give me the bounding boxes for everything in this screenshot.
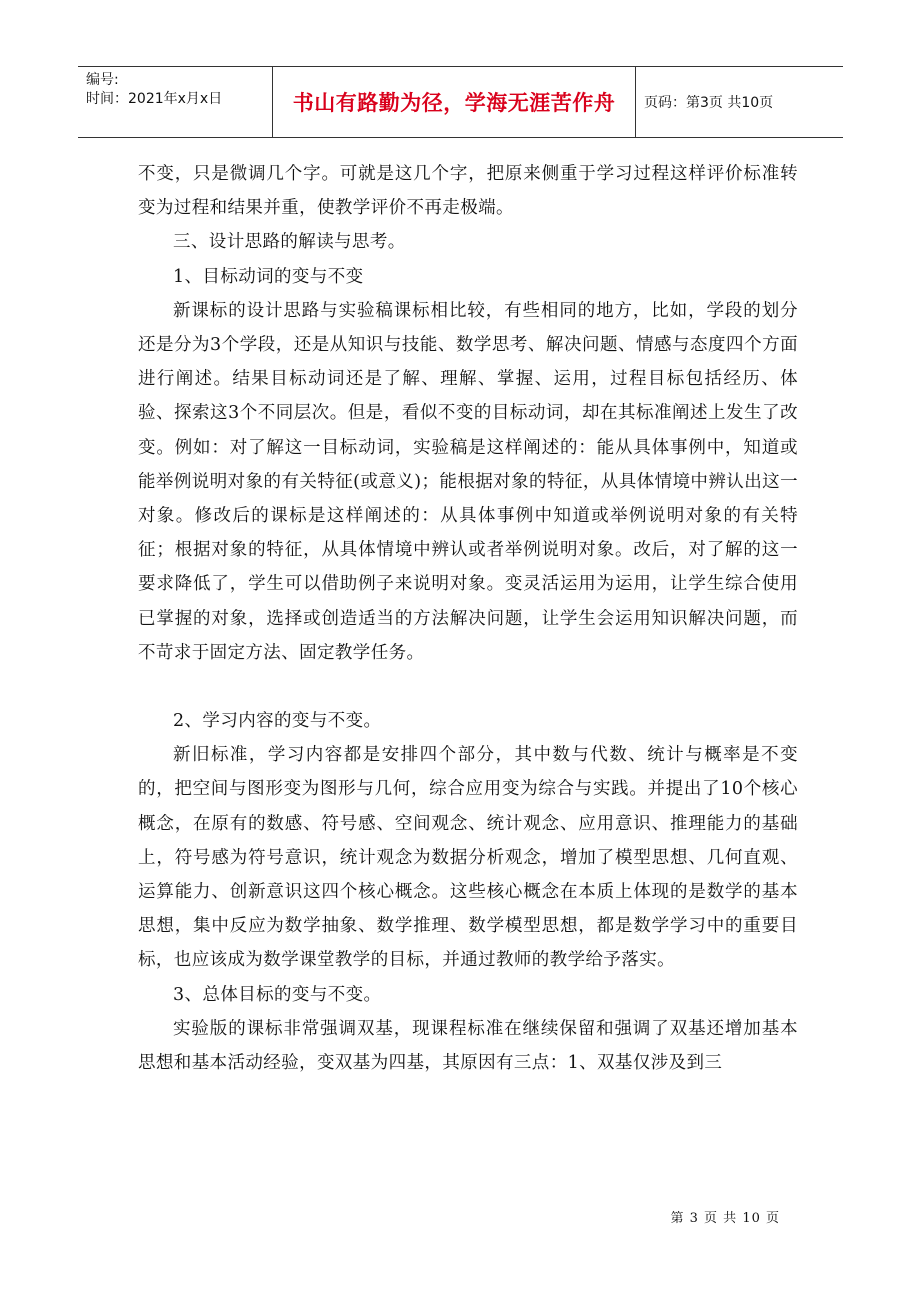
header-page-info: 页码：第3页 共10页	[644, 95, 774, 111]
header-meta-cell	[78, 67, 273, 137]
section-heading-3: 三、设计思路的解读与思考。	[173, 232, 406, 253]
subsection-heading-1: 1、目标动词的变与不变	[173, 266, 364, 287]
paragraph-goal-verbs: 新课标的设计思路与实验稿课标相比较，有些相同的地方，比如，学段的划分还是分为3个学段，还是从知识与技能、数学思考、解决问题、情感与态度四个方面进行阐述。结果目标动词还是了解、理解、掌握、运用，过程目标包括经历、体验、探索这3个不同层次。但是，看似不变的目标动词，却在其标准阐述上发生了改变。例如：对了解这一目标动词，实验稿是这样阐述的：能从具体事例中，知道或能举例说明对象的有关特征(或意义)；能根据对象的特征，从具体情境中辨认出这一对象。修改后的课标是这样阐述的：从具体事例中知道或举例说明对象的有关特征；根据对象的特征，从具体情境中辨认或者举例说明对象。改后，对了解的这一要求降低了，学生可以借助例子来说明对象。变灵活运用为运用，让学生综合使用已掌握的对象，选择或创造适当的方法解决问题，让学生会运用知识解决问题，而不苛求于固定方法、固定教学任务。	[138, 300, 798, 663]
subsection-heading-3: 3、总体目标的变与不变。	[173, 984, 382, 1005]
page-header	[78, 66, 843, 138]
header-motto: 书山有路勤为径，学海无涯苦作舟	[273, 67, 636, 137]
document-date-label: 时间：2021年x月x日	[86, 91, 223, 107]
document-number-label: 编号:	[86, 72, 119, 88]
paragraph-spacer	[138, 670, 798, 704]
paragraph-overall-goals: 实验版的课标非常强调双基，现课程标准在继续保留和强调了双基还增加基本思想和基本活动经验，变双基为四基，其原因有三点：1、双基仅涉及到三	[138, 1018, 798, 1074]
document-body	[138, 157, 798, 1080]
paragraph-learning-content: 新旧标准，学习内容都是安排四个部分，其中数与代数、统计与概率是不变的，把空间与图形变为图形与几何，综合应用变为综合与实践。并提出了10个核心概念，在原有的数感、符号感、空间观念、统计观念、应用意识、推理能力的基础上，符号感为符号意识，统计观念为数据分析观念，增加了模型思想、几何直观、运算能力、创新意识这四个核心概念。这些核心概念在本质上体现的是数学的基本思想，集中反应为数学抽象、数学推理、数学模型思想，都是数学学习中的重要目标，也应该成为数学课堂教学的目标，并通过教师的教学给予落实。	[138, 745, 798, 971]
paragraph-continuation: 不变，只是微调几个字。可就是这几个字，把原来侧重于学习过程这样评价标准转变为过程和结果并重，使教学评价不再走极端。	[138, 164, 798, 219]
page-footer: 第 3 页 共 10 页	[670, 1211, 780, 1226]
subsection-heading-2: 2、学习内容的变与不变。	[173, 711, 382, 732]
